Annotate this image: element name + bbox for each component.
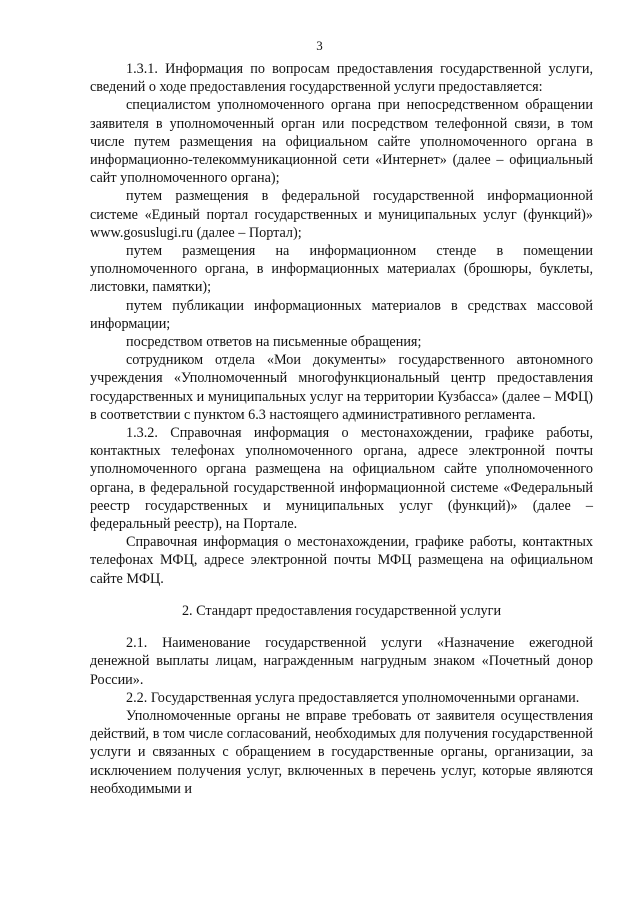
paragraph-info-stand: путем размещения на информационном стенде в помещении уполномоченного органа, в информационных материалах (брошюры, буклеты, листовки, памятки);	[90, 243, 593, 296]
document-body	[90, 60, 593, 798]
paragraph-written-replies: посредством ответов на письменные обращения;	[126, 334, 422, 351]
paragraph-1-3-2: 1.3.2. Справочная информация о местонахождении, графике работы, контактных телефонах уполномоченного органа, адресе электронной почты уполномоченного органа размещена на официальном сайте уполномоченного органа, в федеральной государственной информационной системе «Федеральный реестр государственных и муниципальных услуг (функций)» (далее – федеральный реестр), на Портале.	[90, 425, 593, 533]
paragraph-authorities-restrictions: Уполномоченные органы не вправе требовать от заявителя осуществления действий, в том числе согласований, необходимых для получения государственной услуги и связанных с обращением в государственные органы, организации, за исключением получения услуг, включенных в перечень услуг, которые являются необходимыми и	[90, 707, 593, 797]
paragraph-mfc-reference: Справочная информация о местонахождении, графике работы, контактных телефонах МФЦ, адресе электронной почты МФЦ размещена на официальном сайте МФЦ.	[90, 534, 593, 587]
paragraph-2-1: 2.1. Наименование государственной услуги «Назначение ежегодной денежной выплаты лицам, награжденным нагрудным знаком «Почетный донор России».	[90, 635, 593, 688]
paragraph-specialist: специалистом уполномоченного органа при непосредственном обращении заявителя в уполномоченный орган или посредством телефонной связи, в том числе путем размещения на официальном сайте уполномоченного органа в информационно-телекоммуникационной сети «Интернет» (далее – официальный сайт уполномоченного органа);	[90, 97, 593, 187]
paragraph-2-2: 2.2. Государственная услуга предоставляется уполномоченными органами.	[126, 689, 580, 706]
paragraph-mass-media: путем публикации информационных материалов в средствах массовой информации;	[90, 297, 593, 332]
paragraph-portal: путем размещения в федеральной государственной информационной системе «Единый портал государственных и муниципальных услуг (функций)» www.gosuslugi.ru (далее – Портал);	[90, 188, 593, 241]
page-number: 3	[316, 38, 323, 53]
paragraph-mfc-staff: сотрудником отдела «Мои документы» государственного автономного учреждения «Уполномоченный многофункциональный центр предоставления государственных и муниципальных услуг на территории Кузбасса» (далее – МФЦ) в соответствии с пунктом 6.3 настоящего административного регламента.	[90, 352, 593, 423]
section-title: 2. Стандарт предоставления государственной услуги	[181, 602, 502, 619]
paragraph-1-3-1: 1.3.1. Информация по вопросам предоставления государственной услуги, сведений о ходе предоставления государственной услуги предоставляется:	[90, 61, 593, 96]
